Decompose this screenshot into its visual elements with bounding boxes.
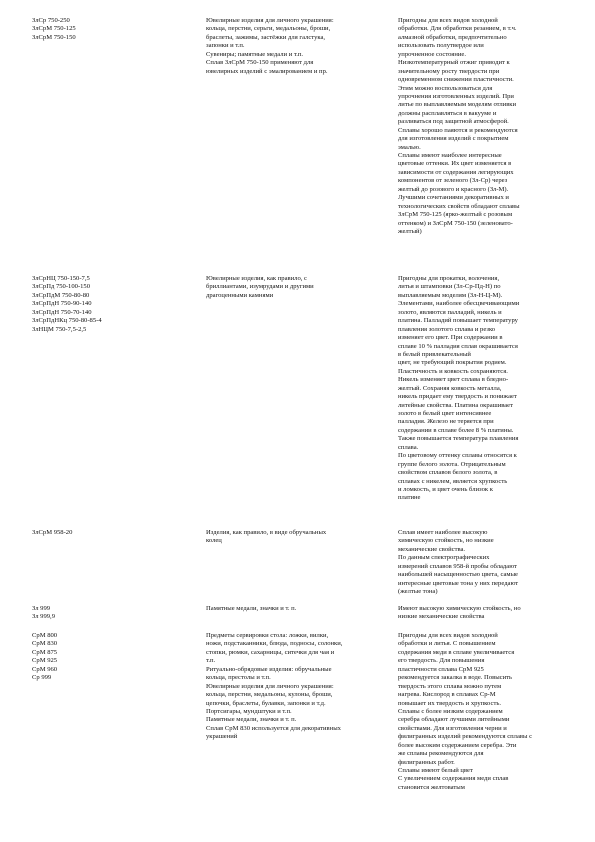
property-line: и ломкость, и цвет очень близок к xyxy=(398,485,493,493)
grade-line: ЗлСрПдНКц 750-80-85-4 xyxy=(32,317,102,325)
property-line: По цветовому оттенку сплавы относятся к xyxy=(398,452,517,460)
property-line: разливаться под защитной атмосферой. xyxy=(398,118,509,126)
property-line: одновременном снижении пластичности. xyxy=(398,76,514,84)
grade-line: ЗлСрМ 958-20 xyxy=(32,529,73,536)
alloy-properties xyxy=(398,275,588,503)
property-line: Пригодны для прокатки, волочения, xyxy=(398,275,500,282)
property-line: Пригодны для всех видов холодной xyxy=(398,17,498,24)
property-line: Пригодны для всех видов холодной xyxy=(398,632,498,639)
usage-line: Ювелирные изделия для личного украшения: xyxy=(206,682,334,690)
usage-line: ножи, подстаканники, блюда, подносы, солонки, xyxy=(206,640,343,648)
property-line: желтый. Сохраняя ковкость металла, xyxy=(398,384,502,392)
grade-line: Зл 999,9 xyxy=(32,613,55,621)
alloy-properties xyxy=(398,632,588,792)
property-line: Имеют высокую химическую стойкость, но xyxy=(398,605,521,612)
alloy-properties xyxy=(398,605,588,622)
property-line: использовать полутвердое или xyxy=(398,42,484,50)
grade-line: СрМ 875 xyxy=(32,648,58,656)
property-line: рекомендуется закалка в воде. Повысить xyxy=(398,674,513,682)
property-line: пластичности сплава СрМ 925 xyxy=(398,665,484,673)
property-line: компонентов от зеленого (Зл-Ср) через xyxy=(398,177,508,185)
property-line: оттенком) и ЗлСрМ 750-150 (зеленовато- xyxy=(398,219,513,227)
property-line: значительному росту твердости при xyxy=(398,67,500,75)
property-line: сплаве 10 % палладия сплав окрашивается xyxy=(398,342,518,350)
property-line: в белый привлекательный xyxy=(398,350,471,358)
property-line: платине xyxy=(398,494,421,502)
usage-line: кольца, престолы и т.п. xyxy=(206,674,271,682)
property-line: золото, являются палладий, никель и xyxy=(398,308,502,316)
alloy-properties xyxy=(398,17,588,236)
property-line: упрочненное состояние. xyxy=(398,50,466,58)
property-line: технологических свойств обладают сплавы xyxy=(398,202,520,210)
property-line: желтый до розового и красного (Зл-М). xyxy=(398,185,509,193)
alloy-properties xyxy=(398,529,588,597)
property-line: ЗлСрМ 750-125 (ярко-желтый с розовым xyxy=(398,211,513,219)
usage-line: Сплав ЗлСрМ 750-150 применяют для xyxy=(206,59,314,67)
grade-line: СрМ 800 xyxy=(32,632,58,639)
alloy-usage xyxy=(206,17,386,76)
property-line: эмалью. xyxy=(398,143,421,151)
usage-line: цепочки, браслеты, булавки, запонки и т.д. xyxy=(206,699,326,707)
property-line: содержании в сплаве более 8 % платины. xyxy=(398,426,514,434)
property-line: Сплавы имеют наиболее интересные xyxy=(398,152,502,159)
property-line: серебра обладают лучшими литейными xyxy=(398,716,510,724)
grade-line: ЗлСрПд 750-100-150 xyxy=(32,283,91,291)
property-line: свойством сплавов белого золота, в xyxy=(398,469,498,477)
alloy-usage xyxy=(206,275,386,300)
grade-line: ЗлНЦМ 750-7,5-2,5 xyxy=(32,325,87,333)
property-line: Сплав имеет наиболее высокую xyxy=(398,529,488,536)
grade-line: ЗлСрМ 750-150 xyxy=(32,33,76,41)
alloy-usage xyxy=(206,529,386,546)
property-line: плавления золотого сплава и резко xyxy=(398,325,496,333)
usage-line: колец xyxy=(206,537,222,545)
property-line: должны расплавляться в вакууме и xyxy=(398,109,497,117)
usage-line: Портсигары, мундштуки и т.п. xyxy=(206,707,292,715)
usage-line: драгоценными камнями xyxy=(206,291,274,299)
property-line: группе белого золота. Отрицательным xyxy=(398,460,506,468)
property-line: обработки и литья. С повышением xyxy=(398,640,496,648)
grade-line: ЗлСр 750-250 xyxy=(32,17,70,24)
alloy-grades xyxy=(32,632,182,683)
usage-line: браслеты, зажимы, застёжки для галстука, xyxy=(206,33,326,41)
property-line: Также повышается температура плавления xyxy=(398,435,519,443)
property-line: его твердость. Для повышения xyxy=(398,657,485,665)
property-line: обработки. Для обработки резанием, в т.ч. xyxy=(398,25,517,33)
usage-line: стопки, рюмки, сахарницы, ситечки для чая и xyxy=(206,648,335,656)
property-line: литья и штамповки (Зл-Ср-Пд-Н) по xyxy=(398,283,501,291)
grade-line: СрМ 960 xyxy=(32,665,58,673)
grade-line: СрМ 830 xyxy=(32,640,58,648)
usage-line: Ювелирные изделия, как правило, с xyxy=(206,275,307,282)
property-line: золото в белый цвет интенсивнее xyxy=(398,410,492,417)
grade-line: ЗлСрНЦ 750-150-7,5 xyxy=(32,275,90,282)
property-line: твердость этого сплава можно путем xyxy=(398,682,502,690)
property-line: выплавляемым моделям (Зл-Н-Ц-М). xyxy=(398,291,503,299)
usage-line: кольца, перстни, медальоны, кулоны, броши, xyxy=(206,691,333,699)
property-line: филигранных работ. xyxy=(398,758,455,766)
usage-line: Ювелирные изделия для личного украшения: xyxy=(206,17,334,24)
alloy-usage xyxy=(206,605,386,613)
property-line: литье по выплавляемым моделям отливки xyxy=(398,101,517,109)
usage-line: ювелирных изделий с эмалированием и пр. xyxy=(206,67,328,75)
property-line: интересные цветовые тона у них передают xyxy=(398,579,519,587)
usage-line: Сувениры; памятные медали и т.п. xyxy=(206,50,304,58)
grade-line: Зл 999 xyxy=(32,605,51,612)
usage-line: Предметы сервировки стола: ложки, вилки, xyxy=(206,632,329,639)
usage-line: бриллиантами, изумрудами и другими xyxy=(206,283,314,291)
usage-line: Памятные медали, значки и т. п. xyxy=(206,716,297,724)
property-line: Элементами, наиболее обесцвечивающими xyxy=(398,300,520,308)
property-line: С увеличением содержания меди сплав xyxy=(398,775,509,783)
usage-line: Изделия, как правило, в виде обручальных xyxy=(206,529,327,536)
property-line: для изготовления изделий с покрытием xyxy=(398,135,509,143)
property-line: алмазной обработки, предпочтительно xyxy=(398,33,507,41)
property-line: платина. Палладий повышает температуру xyxy=(398,317,518,325)
property-line: Сплавы с более низким содержанием xyxy=(398,707,503,715)
property-line: Сплавы имеют белый цвет xyxy=(398,767,473,774)
property-line: палладия. Железо не теряется при xyxy=(398,418,494,426)
usage-line: Памятные медали, значки и т. п. xyxy=(206,605,297,612)
property-line: наибольшей насыщенностью цвета, самые xyxy=(398,571,518,579)
property-line: Этим можно воспользоваться для xyxy=(398,84,493,92)
alloy-grades xyxy=(32,275,182,334)
property-line: же сплавы рекомендуются для xyxy=(398,750,484,758)
usage-line: Ритуально-обрядовые изделия: обручальные xyxy=(206,665,332,673)
grade-line: ЗлСрМ 750-125 xyxy=(32,25,76,33)
property-line: По данным спектрографических xyxy=(398,554,490,562)
usage-line: украшений xyxy=(206,733,238,741)
property-line: зависимости от содержания легирующих xyxy=(398,168,514,176)
property-line: содержания меди в сплаве увеличивается xyxy=(398,648,515,656)
property-line: повышает их твердость и хрупкость. xyxy=(398,699,501,707)
property-line: изменяет его цвет. При содержании в xyxy=(398,334,503,342)
grade-line: ЗлСрПдН 750-70-140 xyxy=(32,308,92,316)
grade-line: Ср 999 xyxy=(32,674,52,682)
property-line: становится желтоватым xyxy=(398,783,465,791)
property-line: Лучшими сочетаниями декоративных и xyxy=(398,194,509,202)
property-line: химическую стойкость, но низкие xyxy=(398,537,494,545)
property-line: сплавах с никелем, является хрупкость xyxy=(398,477,508,485)
alloy-grades xyxy=(32,605,182,622)
alloy-grades xyxy=(32,17,182,42)
property-line: Сплавы хорошо паяются и рекомендуются xyxy=(398,126,518,134)
grade-line: ЗлСрПдН 750-90-140 xyxy=(32,300,92,308)
property-line: Никель изменяет цвет сплава в бледно- xyxy=(398,376,509,384)
usage-line: кольца, перстни, серьги, медальоны, броши, xyxy=(206,25,331,33)
property-line: механические свойства. xyxy=(398,545,466,553)
property-line: филигранных изделий рекомендуются сплавы с xyxy=(398,733,533,741)
property-line: желтый) xyxy=(398,227,422,235)
property-line: никель придает ему твердость и понижает xyxy=(398,393,517,401)
property-line: упрочнения изготовленных изделий. При xyxy=(398,92,514,100)
property-line: свойствами. Для изготовления черни и xyxy=(398,724,507,732)
property-line: цветовые оттенки. Их цвет изменяется в xyxy=(398,160,512,168)
alloy-grades xyxy=(32,529,182,537)
property-line: цвет, не требующий покрытия родием. xyxy=(398,359,507,367)
property-line: сплава. xyxy=(398,443,419,451)
property-line: Низкотемпературный отжиг приводит к xyxy=(398,59,510,67)
usage-line: запонки и т.п. xyxy=(206,42,245,50)
property-line: (желтые тона) xyxy=(398,588,438,596)
grade-line: ЗлСрПдМ 750-80-80 xyxy=(32,291,90,299)
property-line: нагрева. Кислород в сплавах Ср-М xyxy=(398,691,496,699)
property-line: Пластичность и ковкость сохраняются. xyxy=(398,367,508,375)
property-line: литейные свойства. Платина окрашивает xyxy=(398,401,513,409)
grade-line: СрМ 925 xyxy=(32,657,58,665)
property-line: низкие механические свойства xyxy=(398,613,485,621)
usage-line: Сплав СрМ 830 используется для декоративных xyxy=(206,724,341,732)
property-line: более высоким содержанием серебра. Эти xyxy=(398,741,517,749)
alloy-usage xyxy=(206,632,386,742)
property-line: измерений сплавов 958-й пробы обладают xyxy=(398,562,517,570)
usage-line: т.п. xyxy=(206,657,216,665)
